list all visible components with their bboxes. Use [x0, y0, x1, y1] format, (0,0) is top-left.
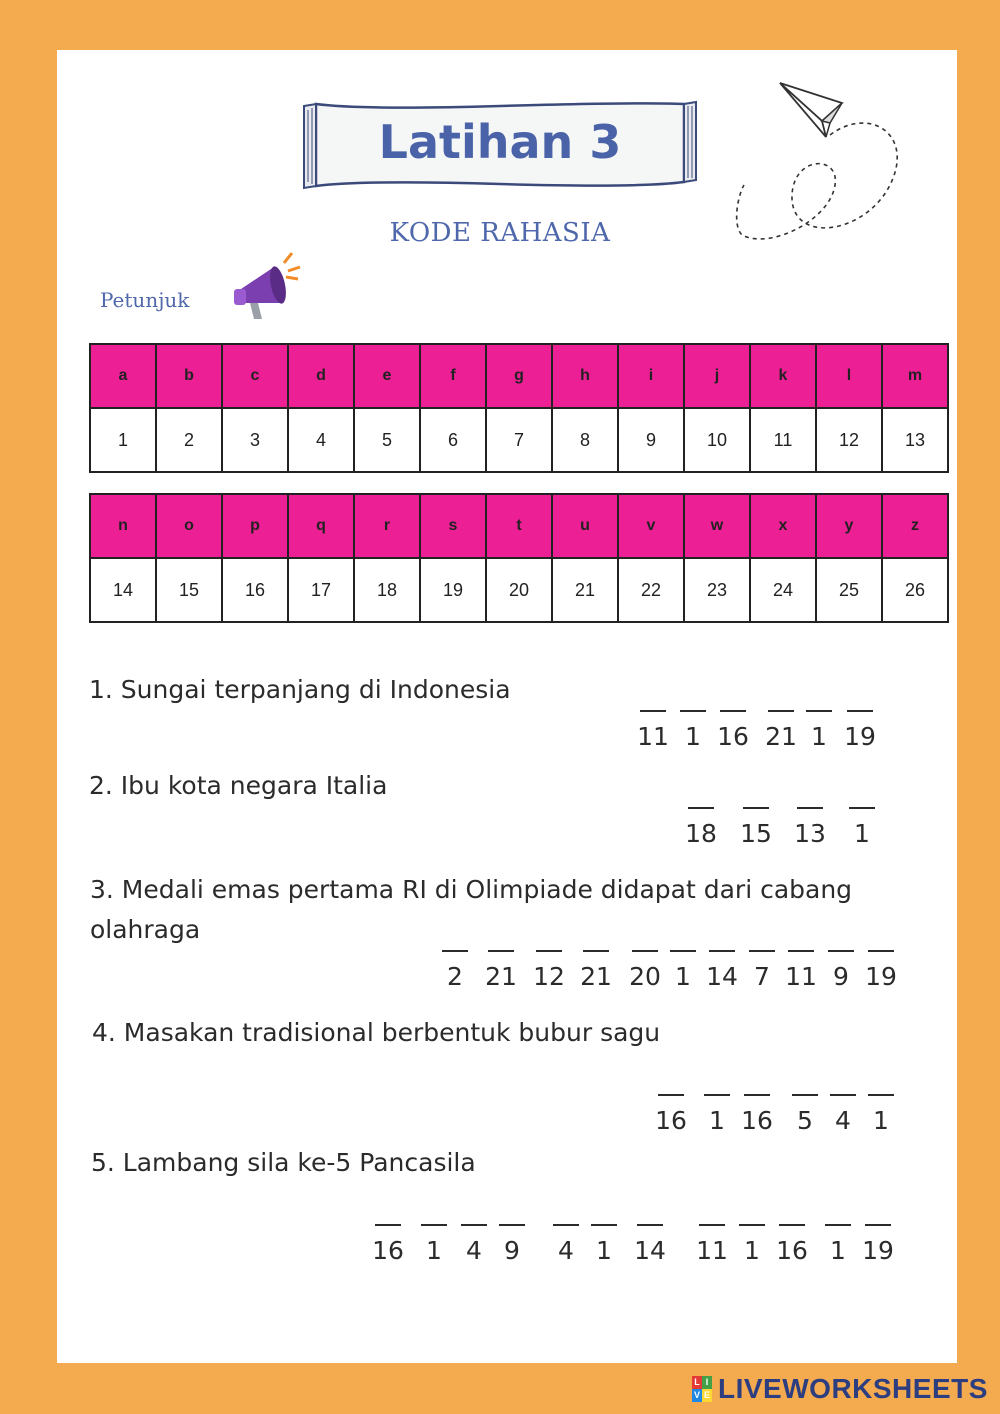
code-number: 9	[833, 962, 849, 991]
answer-blank[interactable]	[785, 785, 835, 815]
cipher-number-row	[90, 558, 948, 622]
answer-blank[interactable]	[708, 688, 758, 718]
answer-blank[interactable]	[853, 1202, 903, 1232]
code-number: 1	[709, 1106, 725, 1135]
number-cell: 18	[354, 558, 420, 622]
number-cell: 7	[486, 408, 552, 472]
letter-cell: w	[684, 494, 750, 558]
answer-slot[interactable]	[853, 1202, 903, 1270]
number-cell: 12	[816, 408, 882, 472]
cipher-number-row	[90, 408, 948, 472]
number-cell: 13	[882, 408, 948, 472]
answer-slot[interactable]	[837, 785, 887, 853]
code-number: 1	[744, 1236, 760, 1265]
page-subtitle: KODE RAHASIA	[389, 218, 611, 248]
number-cell: 19	[420, 558, 486, 622]
answer-blank[interactable]	[625, 1202, 675, 1232]
live-badge-icon: L I V E	[693, 1377, 710, 1400]
answer-blank[interactable]	[676, 785, 726, 815]
paper-plane-icon	[730, 75, 910, 255]
letter-cell: d	[288, 344, 354, 408]
number-cell: 8	[552, 408, 618, 472]
number-cell: 21	[552, 558, 618, 622]
answer-blank[interactable]	[646, 1072, 696, 1102]
answer-slots-5	[360, 1202, 910, 1282]
answer-blank[interactable]	[837, 785, 887, 815]
letter-cell: v	[618, 494, 684, 558]
code-number: 16	[372, 1236, 404, 1265]
answer-slots-4	[646, 1072, 906, 1152]
brand-name: LIVEWORKSHEETS	[718, 1373, 988, 1404]
answer-blank[interactable]	[487, 1202, 537, 1232]
answer-blank[interactable]	[430, 928, 480, 958]
letter-cell: o	[156, 494, 222, 558]
code-number: 4	[835, 1106, 851, 1135]
letter-cell: h	[552, 344, 618, 408]
number-cell: 5	[354, 408, 420, 472]
answer-slot[interactable]	[708, 688, 758, 756]
instruction-label: Petunjuk	[100, 288, 190, 312]
answer-slot[interactable]	[676, 785, 726, 853]
code-number: 1	[830, 1236, 846, 1265]
letter-cell: p	[222, 494, 288, 558]
code-number: 18	[685, 819, 717, 848]
code-number: 1	[811, 722, 827, 751]
number-cell: 15	[156, 558, 222, 622]
code-number: 21	[485, 962, 517, 991]
answer-slot[interactable]	[579, 1202, 629, 1270]
letter-cell: e	[354, 344, 420, 408]
answer-blank[interactable]	[731, 785, 781, 815]
answer-slot[interactable]	[625, 1202, 675, 1270]
answer-slot[interactable]	[767, 1202, 817, 1270]
answer-slot[interactable]	[835, 688, 885, 756]
number-cell: 20	[486, 558, 552, 622]
number-cell: 26	[882, 558, 948, 622]
question-4: 4. Masakan tradisional berbentuk bubur sagu	[92, 1018, 661, 1047]
answer-slot[interactable]	[524, 928, 574, 996]
code-number: 1	[685, 722, 701, 751]
answer-slot[interactable]	[856, 1072, 906, 1140]
answer-slots-2	[670, 785, 890, 865]
answer-slot[interactable]	[476, 928, 526, 996]
number-cell: 23	[684, 558, 750, 622]
code-number: 13	[794, 819, 826, 848]
number-cell: 24	[750, 558, 816, 622]
question-1: 1. Sungai terpanjang di Indonesia	[89, 675, 511, 704]
cipher-letter-row	[90, 494, 948, 558]
answer-slot[interactable]	[856, 928, 906, 996]
code-number: 1	[873, 1106, 889, 1135]
answer-blank[interactable]	[835, 688, 885, 718]
code-number: 14	[634, 1236, 666, 1265]
answer-blank[interactable]	[856, 1072, 906, 1102]
answer-slot[interactable]	[732, 1072, 782, 1140]
letter-cell: j	[684, 344, 750, 408]
number-cell: 1	[90, 408, 156, 472]
answer-slot[interactable]	[430, 928, 480, 996]
code-number: 16	[741, 1106, 773, 1135]
code-number: 1	[426, 1236, 442, 1265]
answer-blank[interactable]	[363, 1202, 413, 1232]
letter-cell: i	[618, 344, 684, 408]
answer-blank[interactable]	[579, 1202, 629, 1232]
code-number: 2	[447, 962, 463, 991]
code-number: 21	[580, 962, 612, 991]
liveworksheets-logo[interactable]	[692, 1372, 988, 1406]
letter-cell: z	[882, 494, 948, 558]
letter-cell: t	[486, 494, 552, 558]
code-number: 1	[675, 962, 691, 991]
answer-slot[interactable]	[363, 1202, 413, 1270]
answer-blank[interactable]	[856, 928, 906, 958]
code-number: 15	[740, 819, 772, 848]
answer-blank[interactable]	[476, 928, 526, 958]
letter-cell: a	[90, 344, 156, 408]
code-number: 5	[797, 1106, 813, 1135]
code-number: 20	[629, 962, 661, 991]
code-number: 12	[533, 962, 565, 991]
cipher-table-a-m	[89, 343, 949, 473]
letter-cell: q	[288, 494, 354, 558]
code-number: 9	[504, 1236, 520, 1265]
letter-cell: k	[750, 344, 816, 408]
code-number: 16	[776, 1236, 808, 1265]
question-2: 2. Ibu kota negara Italia	[89, 771, 388, 800]
answer-blank[interactable]	[571, 928, 621, 958]
letter-cell: f	[420, 344, 486, 408]
code-number: 4	[558, 1236, 574, 1265]
code-number: 7	[754, 962, 770, 991]
letter-cell: y	[816, 494, 882, 558]
number-cell: 25	[816, 558, 882, 622]
number-cell: 9	[618, 408, 684, 472]
number-cell: 11	[750, 408, 816, 472]
number-cell: 2	[156, 408, 222, 472]
number-cell: 3	[222, 408, 288, 472]
question-3: 3. Medali emas pertama RI di Olimpiade didapat dari cabang olahraga	[90, 875, 853, 944]
code-number: 11	[785, 962, 817, 991]
code-number: 19	[865, 962, 897, 991]
letter-cell: g	[486, 344, 552, 408]
megaphone-icon	[226, 245, 306, 325]
code-number: 11	[637, 722, 669, 751]
question-5: 5. Lambang sila ke-5 Pancasila	[91, 1148, 476, 1177]
letter-cell: s	[420, 494, 486, 558]
letter-cell: b	[156, 344, 222, 408]
letter-cell: m	[882, 344, 948, 408]
number-cell: 4	[288, 408, 354, 472]
code-number: 11	[696, 1236, 728, 1265]
answer-slots-3	[430, 928, 910, 1008]
answer-slot[interactable]	[785, 785, 835, 853]
code-number: 1	[854, 819, 870, 848]
code-number: 21	[765, 722, 797, 751]
number-cell: 17	[288, 558, 354, 622]
cipher-table-n-z	[89, 493, 949, 623]
answer-blank[interactable]	[767, 1202, 817, 1232]
answer-blank[interactable]	[732, 1072, 782, 1102]
code-number: 14	[706, 962, 738, 991]
answer-slot[interactable]	[571, 928, 621, 996]
code-number: 4	[466, 1236, 482, 1265]
number-cell: 6	[420, 408, 486, 472]
answer-slots-1	[628, 688, 898, 768]
code-number: 19	[844, 722, 876, 751]
answer-slot[interactable]	[487, 1202, 537, 1270]
letter-cell: x	[750, 494, 816, 558]
code-number: 19	[862, 1236, 894, 1265]
number-cell: 16	[222, 558, 288, 622]
answer-slot[interactable]	[731, 785, 781, 853]
answer-slot[interactable]	[646, 1072, 696, 1140]
number-cell: 22	[618, 558, 684, 622]
number-cell: 14	[90, 558, 156, 622]
letter-cell: n	[90, 494, 156, 558]
number-cell: 10	[684, 408, 750, 472]
letter-cell: r	[354, 494, 420, 558]
cipher-letter-row	[90, 344, 948, 408]
page-title: Latihan 3	[378, 115, 622, 169]
letter-cell: c	[222, 344, 288, 408]
letter-cell: u	[552, 494, 618, 558]
code-number: 1	[596, 1236, 612, 1265]
title-banner	[302, 100, 698, 190]
code-number: 16	[655, 1106, 687, 1135]
code-number: 16	[717, 722, 749, 751]
answer-blank[interactable]	[524, 928, 574, 958]
letter-cell: l	[816, 344, 882, 408]
